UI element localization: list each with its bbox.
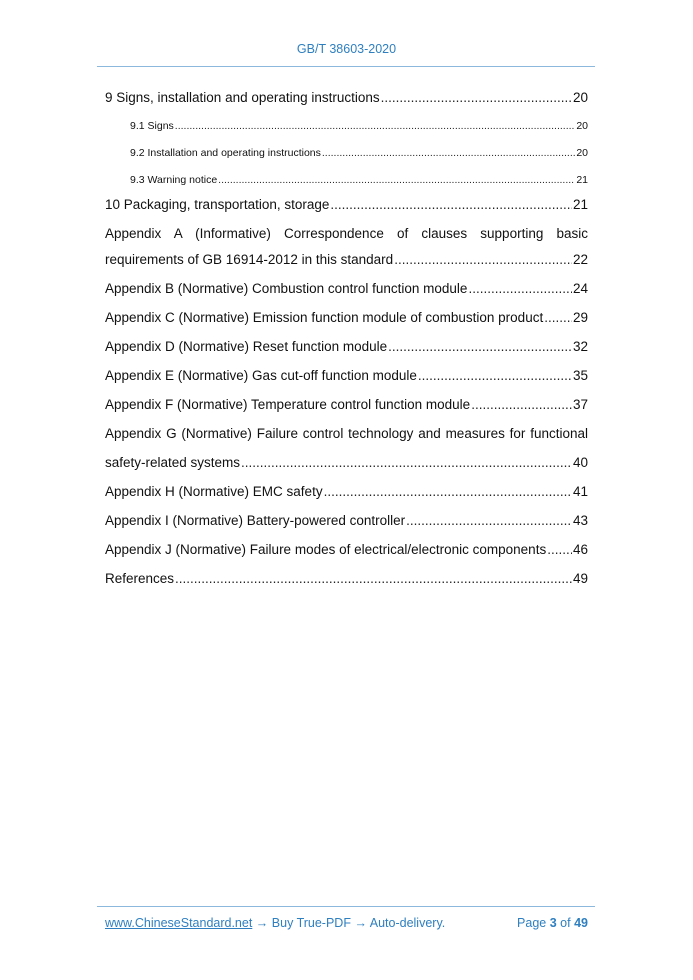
leader-dots	[418, 368, 572, 388]
page-header-title: GB/T 38603-2020	[296, 42, 397, 56]
toc-entry[interactable]	[105, 562, 588, 591]
toc-entry-page: 20	[576, 147, 588, 159]
toc-entry-page: 43	[572, 513, 588, 528]
toc-entry-title-line2: safety-related systems	[105, 455, 241, 470]
toc-entry[interactable]	[105, 272, 588, 301]
toc-entry[interactable]	[105, 533, 588, 562]
toc-entry-title: Appendix C (Normative) Emission function module of combustion product	[105, 310, 544, 325]
leader-dots	[547, 542, 572, 562]
auto-delivery-text: Auto-delivery.	[369, 916, 446, 930]
toc-entry[interactable]	[105, 388, 588, 417]
toc-entry-title-line1: Appendix G (Normative) Failure control technology and measures for functional	[105, 426, 588, 441]
toc-entry-wrapped-line[interactable]	[105, 217, 588, 246]
leader-dots	[330, 197, 572, 217]
toc-entry-page: 20	[576, 120, 588, 132]
toc-entry-title: Appendix B (Normative) Combustion control function module	[105, 281, 468, 296]
toc-entry-page: 29	[572, 310, 588, 325]
leader-dots	[388, 339, 572, 359]
leader-dots	[218, 174, 575, 191]
arrow-icon: →	[255, 916, 269, 930]
toc-entry-page: 40	[572, 455, 588, 470]
toc-entry-page: 20	[572, 90, 588, 105]
toc-entry-page: 21	[576, 174, 588, 186]
current-page-number: 3	[549, 916, 557, 930]
toc-entry-wrapped-line[interactable]	[105, 417, 588, 446]
leader-dots	[241, 455, 572, 475]
leader-dots	[381, 90, 572, 110]
arrow-icon: →	[354, 916, 367, 930]
toc-entry-title: Appendix I (Normative) Battery-powered controller	[105, 513, 406, 528]
buy-true-pdf-text: Buy True-PDF	[271, 916, 351, 930]
toc-entry-page: 46	[572, 542, 588, 557]
header-divider	[97, 66, 595, 67]
table-of-contents	[105, 84, 588, 591]
toc-entry[interactable]	[105, 84, 588, 110]
leader-dots	[468, 281, 572, 301]
total-pages-number: 49	[574, 916, 588, 930]
toc-entry-page: 21	[572, 197, 588, 212]
page-indicator	[517, 916, 588, 930]
footer-divider	[97, 906, 595, 907]
toc-entry[interactable]	[105, 446, 588, 475]
toc-entry[interactable]	[105, 301, 588, 330]
toc-subentry[interactable]	[105, 164, 588, 191]
toc-entry-title: 10 Packaging, transportation, storage	[105, 197, 330, 212]
toc-entry-page: 32	[572, 339, 588, 354]
toc-entry-title: 9.2 Installation and operating instructions	[130, 147, 321, 159]
leader-dots	[175, 120, 576, 137]
toc-entry-page: 35	[572, 368, 588, 383]
toc-entry-title-line2: requirements of GB 16914-2012 in this standard	[105, 252, 394, 267]
toc-entry-title: Appendix E (Normative) Gas cut-off function module	[105, 368, 417, 383]
leader-dots	[471, 397, 572, 417]
leader-dots	[324, 484, 572, 504]
toc-entry-page: 24	[572, 281, 588, 296]
toc-entry-title: References	[105, 571, 175, 586]
toc-entry-page: 22	[572, 252, 588, 267]
toc-subentry[interactable]	[105, 137, 588, 164]
leader-dots	[175, 571, 572, 591]
toc-entry[interactable]	[105, 191, 588, 217]
footer-left	[105, 916, 445, 930]
toc-entry[interactable]	[105, 246, 588, 272]
website-link[interactable]: www.ChineseStandard.net	[105, 916, 253, 930]
toc-entry-title: Appendix H (Normative) EMC safety	[105, 484, 323, 499]
toc-entry-page: 49	[572, 571, 588, 586]
toc-entry[interactable]	[105, 504, 588, 533]
toc-entry-title: Appendix J (Normative) Failure modes of electrical/electronic components	[105, 542, 547, 557]
toc-entry[interactable]	[105, 330, 588, 359]
toc-entry-title: 9 Signs, installation and operating instructions	[105, 90, 380, 105]
toc-entry-title: 9.3 Warning notice	[130, 174, 218, 186]
toc-entry-title: 9.1 Signs	[130, 120, 174, 132]
page-footer	[105, 916, 588, 930]
page-label: Page	[517, 916, 547, 930]
toc-entry-title: Appendix F (Normative) Temperature control function module	[105, 397, 471, 412]
leader-dots	[322, 147, 575, 164]
leader-dots	[394, 252, 572, 272]
toc-entry[interactable]	[105, 359, 588, 388]
leader-dots	[406, 513, 572, 533]
toc-entry[interactable]	[105, 475, 588, 504]
toc-entry-title-line1: Appendix A (Informative) Correspondence of clauses supporting basic	[105, 226, 588, 241]
toc-entry-title: Appendix D (Normative) Reset function module	[105, 339, 388, 354]
toc-entry-page: 41	[572, 484, 588, 499]
toc-subentry[interactable]	[105, 110, 588, 137]
leader-dots	[544, 310, 572, 330]
page-of-label: of	[560, 916, 571, 930]
toc-entry-page: 37	[572, 397, 588, 412]
